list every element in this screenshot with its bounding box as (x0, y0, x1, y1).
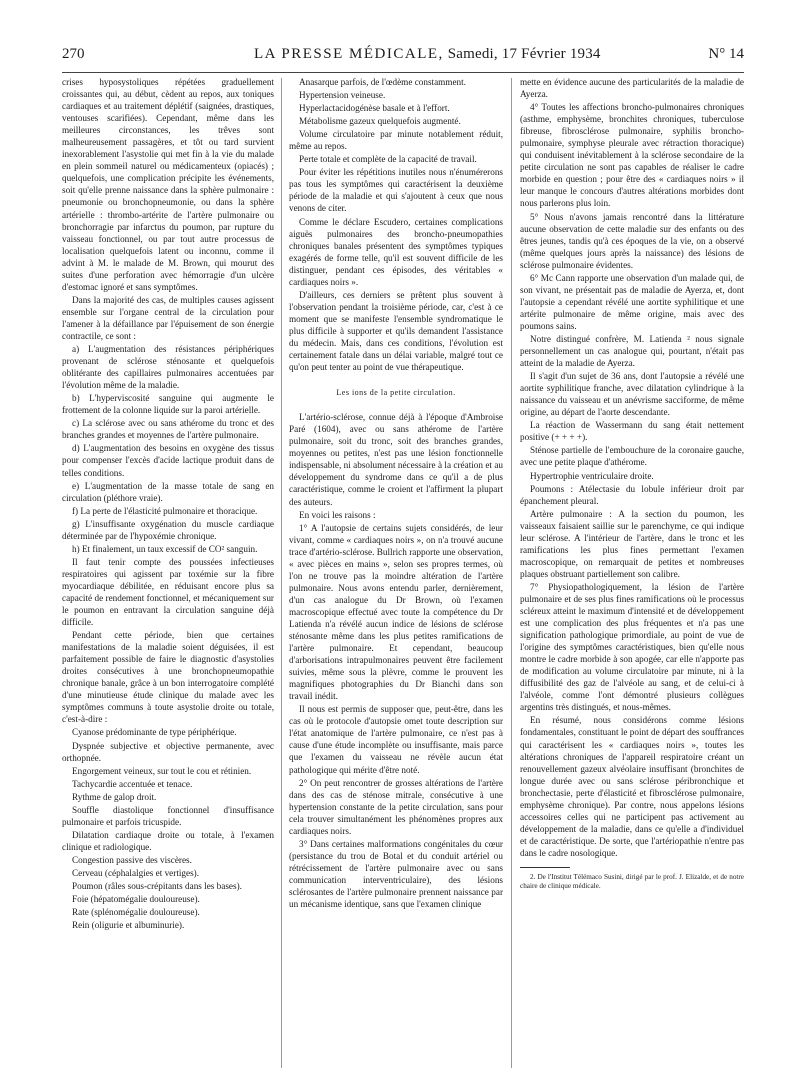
paragraph: Pour éviter les répétitions inutiles nous n'énumérerons pas tous les symptômes qui caractérisent la deuxième période de la maladie et qui s'ajoutent à ceux que nous venons de citer. (289, 167, 503, 214)
symptom-item: Métabolisme gazeux quelquefois augmenté. (299, 116, 461, 127)
cause-b: b) L'hyperviscosité sanguine qui augmente le frottement de la colonne liquide sur la paroi artérielle. (62, 393, 274, 416)
issue-date: Samedi, 17 Février 1934 (447, 46, 601, 62)
symptom-item: Tachycardie accentuée et tenace. (72, 778, 193, 789)
paragraph: mette en évidence aucune des particularités de la maladie de Ayerza. (520, 77, 744, 100)
symptom-item: Engorgement veineux, sur tout le cou et rétinien. (72, 765, 252, 776)
paragraph: D'ailleurs, ces derniers se prêtent plus souvent à l'observation pendant la troisième période, car, c'est à ce moment que se manifeste l'ensemble syndromatique le plus difficile à supporter et qu'ils demandent l'assistance du médecin. Mais, dans ces conditions, l'évolution est certainement fatale dans un délai variable, malgré tout ce qu'on peut tenter au point de vue thérapeutique. (289, 289, 503, 373)
paragraph: 1° A l'autopsie de certains sujets considérés, de leur vivant, comme « cardiaques noirs », on n'a trouvé aucune trace d'artério-sclérose. Bullrich rapporte une observation, « avec pièces en mains », selon ses propres termes, où l'on ne trouve pas la moindre altération de l'artère pulmonaire. Nous avons entendu parler, dernièrement, d'un cas analogue du Dr Brown, où l'examen macroscopique effectué avec toute la compétence du Dr Latienda n'a révélé aucun indice de lésions de sclérose sténosante même dans les plus petites ramifications de l'artère pulmonaire. Et cependant, beaucoup d'arborisations intrapulmonaires peuvent être facilement suivies, même sous la plèvre, comme le prouvent les magnifiques photographies du Dr Bianchi dans son travail inédit. (289, 522, 503, 702)
page-number: 270 (62, 46, 85, 62)
paragraph: En résumé, nous considérons comme lésions fondamentales, constituant le point de départ des souffrances qui caractérisent les « cardiaques noirs », toutes les altérations chroniques de l'appareil respiratoire créant un renouvellement gazeux alvéolaire insuffisant (bronchites de longue durée avec ou sans sclérose péribronchique et bronchectasie, perte d'élasticité et fibrosclérose pulmonaire, emphysème chronique). Par contre, nous appelons lésions accessoires celles qui ne participent pas activement au développement de la maladie, dans ce qu'elle a d'individuel et de caractéristique. De sorte, que l'artériopathie n'entre pas dans le cadre nosologique. (520, 715, 744, 858)
symptom-item: Dilatation cardiaque droite ou totale, à l'examen clinique et radiologique. (62, 829, 274, 852)
symptom-item: Hyperlactacidogénèse basale et à l'effort. (299, 103, 450, 114)
symptom-item: Volume circulatoire par minute notablement réduit, même au repos. (289, 129, 503, 152)
paragraph: Dans la majorité des cas, de multiples causes agissent ensemble sur l'organe central de la circulation pour l'amener à la défaillance par l'épuisement de son énergie contractile, ce sont : (62, 294, 274, 341)
paragraph: Hypertrophie ventriculaire droite. (530, 470, 654, 481)
symptom-item: Poumon (râles sous-crépitants dans les bases). (72, 881, 242, 892)
symptom-item: Anasarque parfois, de l'œdème constamment. (299, 77, 466, 87)
column-1 (62, 76, 274, 932)
symptom-item: Perte totale et complète de la capacité de travail. (299, 154, 477, 165)
paragraph: Pendant cette période, bien que certaines manifestations de la maladie soient déguisées, il est parfaitement possible de faire le diagnostic d'asystolies droites consécutives à une bronchopneumopathie chronique banale, grâce à un bon interrogatoire complété d'une minutieuse étude clinique du malade avec les symptômes communs à toute asystolie droite ou totale, c'est-à-dire : (62, 630, 274, 725)
paragraph: Artère pulmonaire : A la section du poumon, les vaisseaux faisaient saillie sur le parenchyme, ce qui indique leur sclérose. A l'intérieur de l'artère, dans le tronc et les ramifications les plus fines permettant l'examen macroscopique, on remarquait de petites et nombreuses plaques obstruant partiellement son calibre. (520, 508, 744, 579)
cause-e: e) L'augmentation de la masse totale de sang en circulation (pléthore vraie). (62, 480, 274, 503)
symptom-item: Rythme de galop droit. (72, 791, 157, 802)
paragraph: 2° On peut rencontrer de grosses altérations de l'artère dans des cas de sténose mitrale, consécutive à une hypertension constante de la petite circulation, sans pour cela trouver simultanément les phénomènes propres aux cardiaques noirs. (289, 777, 503, 836)
symptom-item: Rate (splénomégalie douloureuse). (72, 907, 200, 918)
cause-d: d) L'augmentation des besoins en oxygène des tissus pour compenser l'excès d'acide lactique produit dans de telles conditions. (62, 443, 274, 478)
column-3 (520, 76, 744, 892)
paragraph: La réaction de Wassermann du sang était nettement positive (+ + + +). (520, 420, 744, 443)
issue-number: N° 14 (708, 46, 744, 62)
paragraph: Il nous est permis de supposer que, peut-être, dans les cas où le protocole d'autopsie omet toute description sur l'état anatomique de l'artère pulmonaire, ce n'est pas à cause d'une étude incomplète ou insuffisante, mais parce que l'examen du vaisseau ne révèle aucun état pathologique qui mérite d'être noté. (289, 704, 503, 775)
cause-f: f) La perte de l'élasticité pulmonaire et thoracique. (72, 505, 258, 516)
column-divider (511, 78, 512, 1068)
section-heading: Les ions de la petite circulation. (336, 388, 456, 398)
cause-g: g) L'insuffisante oxygénation du muscle cardiaque déterminée par de l'hypoxémie chronique. (62, 518, 274, 541)
symptom-item: Dyspnée subjective et objective permanente, avec orthopnée. (62, 740, 274, 763)
paragraph: En voici les raisons : (299, 509, 376, 520)
symptom-item: Cyanose prédominante de type périphérique. (72, 727, 237, 738)
page-header (62, 44, 744, 73)
paragraph: 3° Dans certaines malformations congénitales du cœur (persistance du trou de Botal et du conduit artériel ou rétrécissement de l'artère pulmonaire avec ou sans communication interventriculaire), des lésions sclérosantes de l'artère pulmonaire prennent naissance par un mécanisme identique, sans que l'examen clinique (289, 838, 503, 910)
paragraph: Notre distingué confrère, M. Latienda ² nous signale personnellement un cas analogue qui, pourtant, n'était pas atteint de la maladie de Ayerza. (520, 333, 744, 369)
paragraph: Il s'agit d'un sujet de 36 ans, dont l'autopsie a révélé une aortite syphilitique franche, avec dilatation cylindrique à la naissance du vaisseau et un anévrisme sacciforme, de même origine, au départ de l'aorte descendante. (520, 371, 744, 418)
footnote-rule (520, 867, 570, 868)
paragraph: Poumons : Atélectasie du lobule inférieur droit par épanchement pleural. (520, 483, 744, 506)
paragraph: 4° Toutes les affections broncho-pulmonaires chroniques (asthme, emphysème, bronchites chroniques, tuberculose fibreuse, fibrosclérose pulmonaire, syphilis broncho-pulmonaire, symphyse pleurale avec rétraction thoracique) qui conduisent inévitablement à la sclérose secondaire de la petite circulation ne sont pas capables de réaliser le cadre morbide en question ; pour être des « cardiaques noirs » il leur manque le concours d'autres altérations morbides dont nous parlerons plus loin. (520, 102, 744, 209)
journal-title: LA PRESSE MÉDICALE, (254, 46, 444, 62)
symptom-item: Congestion passive des viscères. (72, 854, 192, 865)
symptom-item: Cerveau (céphalalgies et vertiges). (72, 868, 200, 878)
footnote: 2. De l'Institut Télémaco Susini, dirigé par le prof. J. Elizalde, et de notre chaire de clinique médicale. (520, 873, 744, 890)
paragraph: 7° Physiopathologiquement, la lésion de l'artère pulmonaire et de ses plus fines ramifications où le processus scléreux atteint le maximum d'intensité et de développement est une complication des plus fréquentes et n'a pas une signification pathologique primordiale, au point de vue de l'origine des symptômes caractéristiques, bien qu'elle nous montre le cadre morbide à son apogée, car elle n'apporte pas de modification au volume circulatoire par minute, ni à la diffusibilité des gaz de l'alvéole au sang, et de celui-ci à l'alvéole, comme l'ont démontré plusieurs collègues argentins très distingués, et nous-mêmes. (520, 581, 744, 713)
paragraph: crises hyposystoliques répétées graduellement croissantes qui, au début, cèdent au repos, aux toniques cardiaques et au traitement déplétif (saignées, drastiques, ventouses scarifiées). Cependant, même dans les meilleures circonstances, les trêves sont malheureusement passagères, et tôt ou tard survient inexorablement l'asystolie qui met fin à la vie du malade en plein sommeil naturel ou médicamenteux (opiacés) ; quelquefois, une complication précipite les événements, soit qu'elle prenne naissance dans la sphère pulmonaire : pneumonie ou bronchopneumonie, ou dans la sphère artérielle : thrombo-artérite de l'artère pulmonaire ou bronchorragie par infarctus du poumon, par rupture du vaisseau fonctionnel, ou par tout autre processus de localisation quelquefois latent ou inconnu, comme il advint à M. le malade de M. Brown, qui mourut des suites d'une perforation avec hémorragie d'un ulcère d'estomac ignoré et sans symptômes. (62, 77, 274, 292)
symptom-item: Souffle diastolique fonctionnel d'insuffisance pulmonaire et parfois tricuspide. (62, 804, 274, 827)
symptom-item: Foie (hépatomégalie douloureuse). (72, 894, 200, 905)
paragraph: Il faut tenir compte des poussées infectieuses respiratoires qui agissent par toxémie sur la fibre myocardiaque débilitée, en réduisant encore plus sa capacité de rendement fonctionnel, et mécaniquement sur le poumon en entravant la circulation sanguine déjà difficile. (62, 556, 274, 628)
masthead (254, 46, 601, 63)
paragraph: 5° Nous n'avons jamais rencontré dans la littérature aucune observation de cette maladie sur des enfants ou des êtres jeunes, tandis qu'à ces époques de la vie, on a observé (même quelques jours après la naissance) des lésions de sclérose pulmonaire évidentes. (520, 211, 744, 270)
paragraph: Comme le déclare Escudero, certaines complications aiguës pulmonaires des broncho-pneumopathies chroniques banales présentent des symptômes typiques exagérés de forme telle, qu'il est souvent difficile de les distinguer, pendant ces épisodes, des véritables « cardiaques noirs ». (289, 216, 503, 287)
cause-h: h) Et finalement, un taux excessif de CO² sanguin. (72, 543, 258, 554)
column-divider (281, 78, 282, 1068)
column-2 (289, 76, 503, 911)
cause-a: a) L'augmentation des résistances périphériques provenant de sclérose sténosante et quelquefois oblitérante des capillaires pulmonaires accentuées par l'évolution même de la maladie. (62, 344, 274, 391)
cause-c: c) La sclérose avec ou sans athérome du tronc et des branches grandes et moyennes de l'artère pulmonaire. (62, 418, 274, 441)
symptom-item: Hypertension veineuse. (299, 90, 386, 101)
paragraph: 6° Mc Cann rapporte une observation d'un malade qui, de son vivant, ne présentait pas de maladie de Ayerza, et, dont l'autopsie a cependant révélé une aortite syphilitique et une artérite pulmonaire de même origine, mais avec des poumons sains. (520, 272, 744, 331)
paragraph: L'artério-sclérose, connue déjà à l'époque d'Ambroise Paré (1604), avec ou sans athérome de l'artère pulmonaire, soit du tronc, soit des branches grandes, moyennes ou petites, n'est pas une lésion fonctionnelle indispensable, ni absolument nécessaire à la création et au développement du syndrome dans ce qu'il a de plus caractéristique, comme le croient et l'affirment la plupart des auteurs. (289, 412, 503, 507)
paragraph: Sténose partielle de l'embouchure de la coronaire gauche, avec une petite plaque d'athérome. (520, 445, 744, 468)
symptom-item: Rein (oligurie et albuminurie). (72, 920, 185, 931)
